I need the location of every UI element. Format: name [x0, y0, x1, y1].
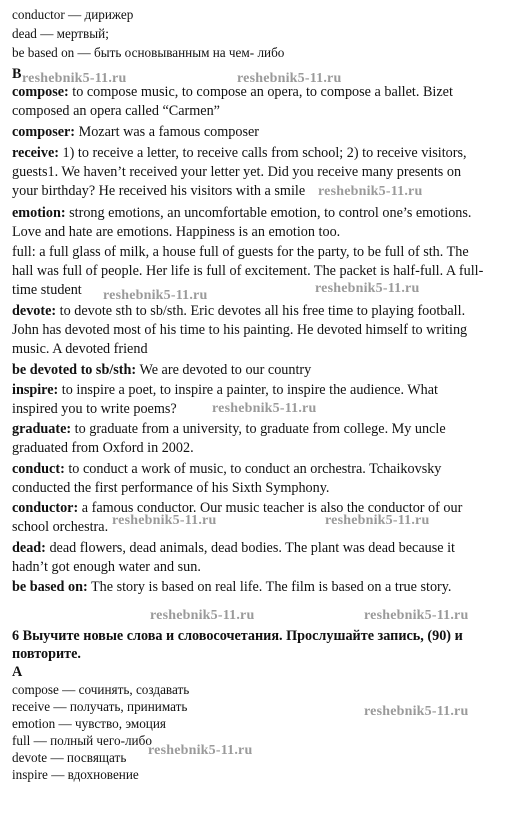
- term-receive: receive:: [12, 145, 59, 161]
- entry-devote: devote: to devote sth to sb/sth. Eric devotes all his free time to playing football.: [12, 303, 466, 319]
- entry-receive-cont: guests1. We haven’t received your letter yet. Did you receive many presents on: [12, 164, 462, 180]
- watermark: reshebnik5-11.ru: [318, 184, 423, 199]
- entry-receive-cont: your birthday? He received his visitors with a smile: [12, 183, 306, 199]
- entry-composer: composer: Mozart was a famous composer: [12, 124, 260, 140]
- section-a-label: A: [12, 664, 23, 680]
- vocab-line: emotion — чувство, эмоция: [12, 716, 166, 731]
- entry-full: full: a full glass of milk, a house full of guests for the party, to be full of sth. The: [12, 244, 469, 260]
- vocab-line: dead — мертвый;: [12, 26, 109, 41]
- term-conductor: conductor:: [12, 500, 79, 516]
- watermark: reshebnik5-11.ru: [112, 513, 217, 528]
- entry-receive: receive: 1) to receive a letter, to receive calls from school; 2) to receive visitors,: [12, 145, 467, 161]
- term-inspire: inspire:: [12, 382, 59, 398]
- watermark: reshebnik5-11.ru: [364, 608, 469, 623]
- watermark: reshebnik5-11.ru: [150, 608, 255, 623]
- watermark: reshebnik5-11.ru: [364, 704, 469, 719]
- entry-emotion: emotion: strong emotions, an uncomfortable emotion, to control one’s emotions.: [12, 205, 472, 221]
- entry-be-devoted: be devoted to sb/sth: We are devoted to our country: [12, 362, 312, 378]
- entry-dead: dead: dead flowers, dead animals, dead bodies. The plant was dead because it: [12, 540, 455, 556]
- vocab-line: full — полный чего-либо: [12, 733, 152, 748]
- entry-conductor-cont: school orchestra.: [12, 519, 109, 535]
- watermark: reshebnik5-11.ru: [103, 288, 208, 303]
- term-be-devoted: be devoted to sb/sth:: [12, 362, 137, 378]
- term-devote: devote:: [12, 303, 57, 319]
- entry-devote-cont: music. A devoted friend: [12, 341, 148, 357]
- watermark: reshebnik5-11.ru: [325, 513, 430, 528]
- vocab-line: compose — сочинять, создавать: [12, 682, 190, 697]
- watermark: reshebnik5-11.ru: [212, 401, 317, 416]
- term-compose: compose:: [12, 84, 69, 100]
- watermark: reshebnik5-11.ru: [315, 281, 420, 296]
- entry-graduate: graduate: to graduate from a university, to graduate from college. My uncle: [12, 421, 446, 437]
- entry-conductor: conductor: a famous conductor. Our music teacher is also the conductor of our: [12, 500, 463, 516]
- entry-inspire: inspire: to inspire a poet, to inspire a painter, to inspire the audience. What: [12, 382, 439, 398]
- watermark: reshebnik5-11.ru: [148, 743, 253, 758]
- term-graduate: graduate:: [12, 421, 72, 437]
- term-composer: composer:: [12, 124, 76, 140]
- term-emotion: emotion:: [12, 205, 66, 221]
- entry-dead-cont: hadn’t got enough water and sun.: [12, 559, 201, 575]
- task-6-heading-cont: повторите.: [12, 646, 81, 662]
- entry-conduct-cont: conducted the first performance of his Sixth Symphony.: [12, 480, 330, 496]
- vocab-line: devote — посвящать: [12, 750, 127, 765]
- entry-full-cont: hall was full of people. Her life is full of excitement. The packet is half-full. A full-: [12, 263, 484, 279]
- entry-conduct: conduct: to conduct a work of music, to conduct an orchestra. Tchaikovsky: [12, 461, 442, 477]
- entry-compose: compose: to compose music, to compose an opera, to compose a ballet. Bizet: [12, 84, 453, 100]
- entry-devote-cont: John has devoted most of his time to his painting. He devoted himself to writing: [12, 322, 468, 338]
- entry-compose-cont: composed an opera called “Carmen”: [12, 103, 220, 119]
- vocab-line: receive — получать, принимать: [12, 699, 188, 714]
- watermark: reshebnik5-11.ru: [22, 71, 127, 86]
- vocab-line: be based on — быть основыванным на чем- либо: [12, 45, 285, 60]
- entry-graduate-cont: graduated from Oxford in 2002.: [12, 440, 194, 456]
- entry-emotion-cont: Love and hate are emotions. Happiness is an emotion too.: [12, 224, 341, 240]
- term-dead: dead:: [12, 540, 46, 556]
- entry-be-based-on: be based on: The story is based on real life. The film is based on a true story.: [12, 579, 452, 595]
- vocab-line: inspire — вдохновение: [12, 767, 139, 782]
- watermark: reshebnik5-11.ru: [237, 71, 342, 86]
- entry-inspire-cont: inspired you to write poems?: [12, 401, 177, 417]
- term-conduct: conduct:: [12, 461, 65, 477]
- section-b-label: B: [12, 66, 22, 82]
- term-be-based-on: be based on:: [12, 579, 88, 595]
- vocab-line: conductor — дирижер: [12, 7, 134, 22]
- task-6-heading: 6 Выучите новые слова и словосочетания. Прослушайте запись, (90) и: [12, 628, 463, 644]
- entry-full-cont: time student: [12, 282, 82, 298]
